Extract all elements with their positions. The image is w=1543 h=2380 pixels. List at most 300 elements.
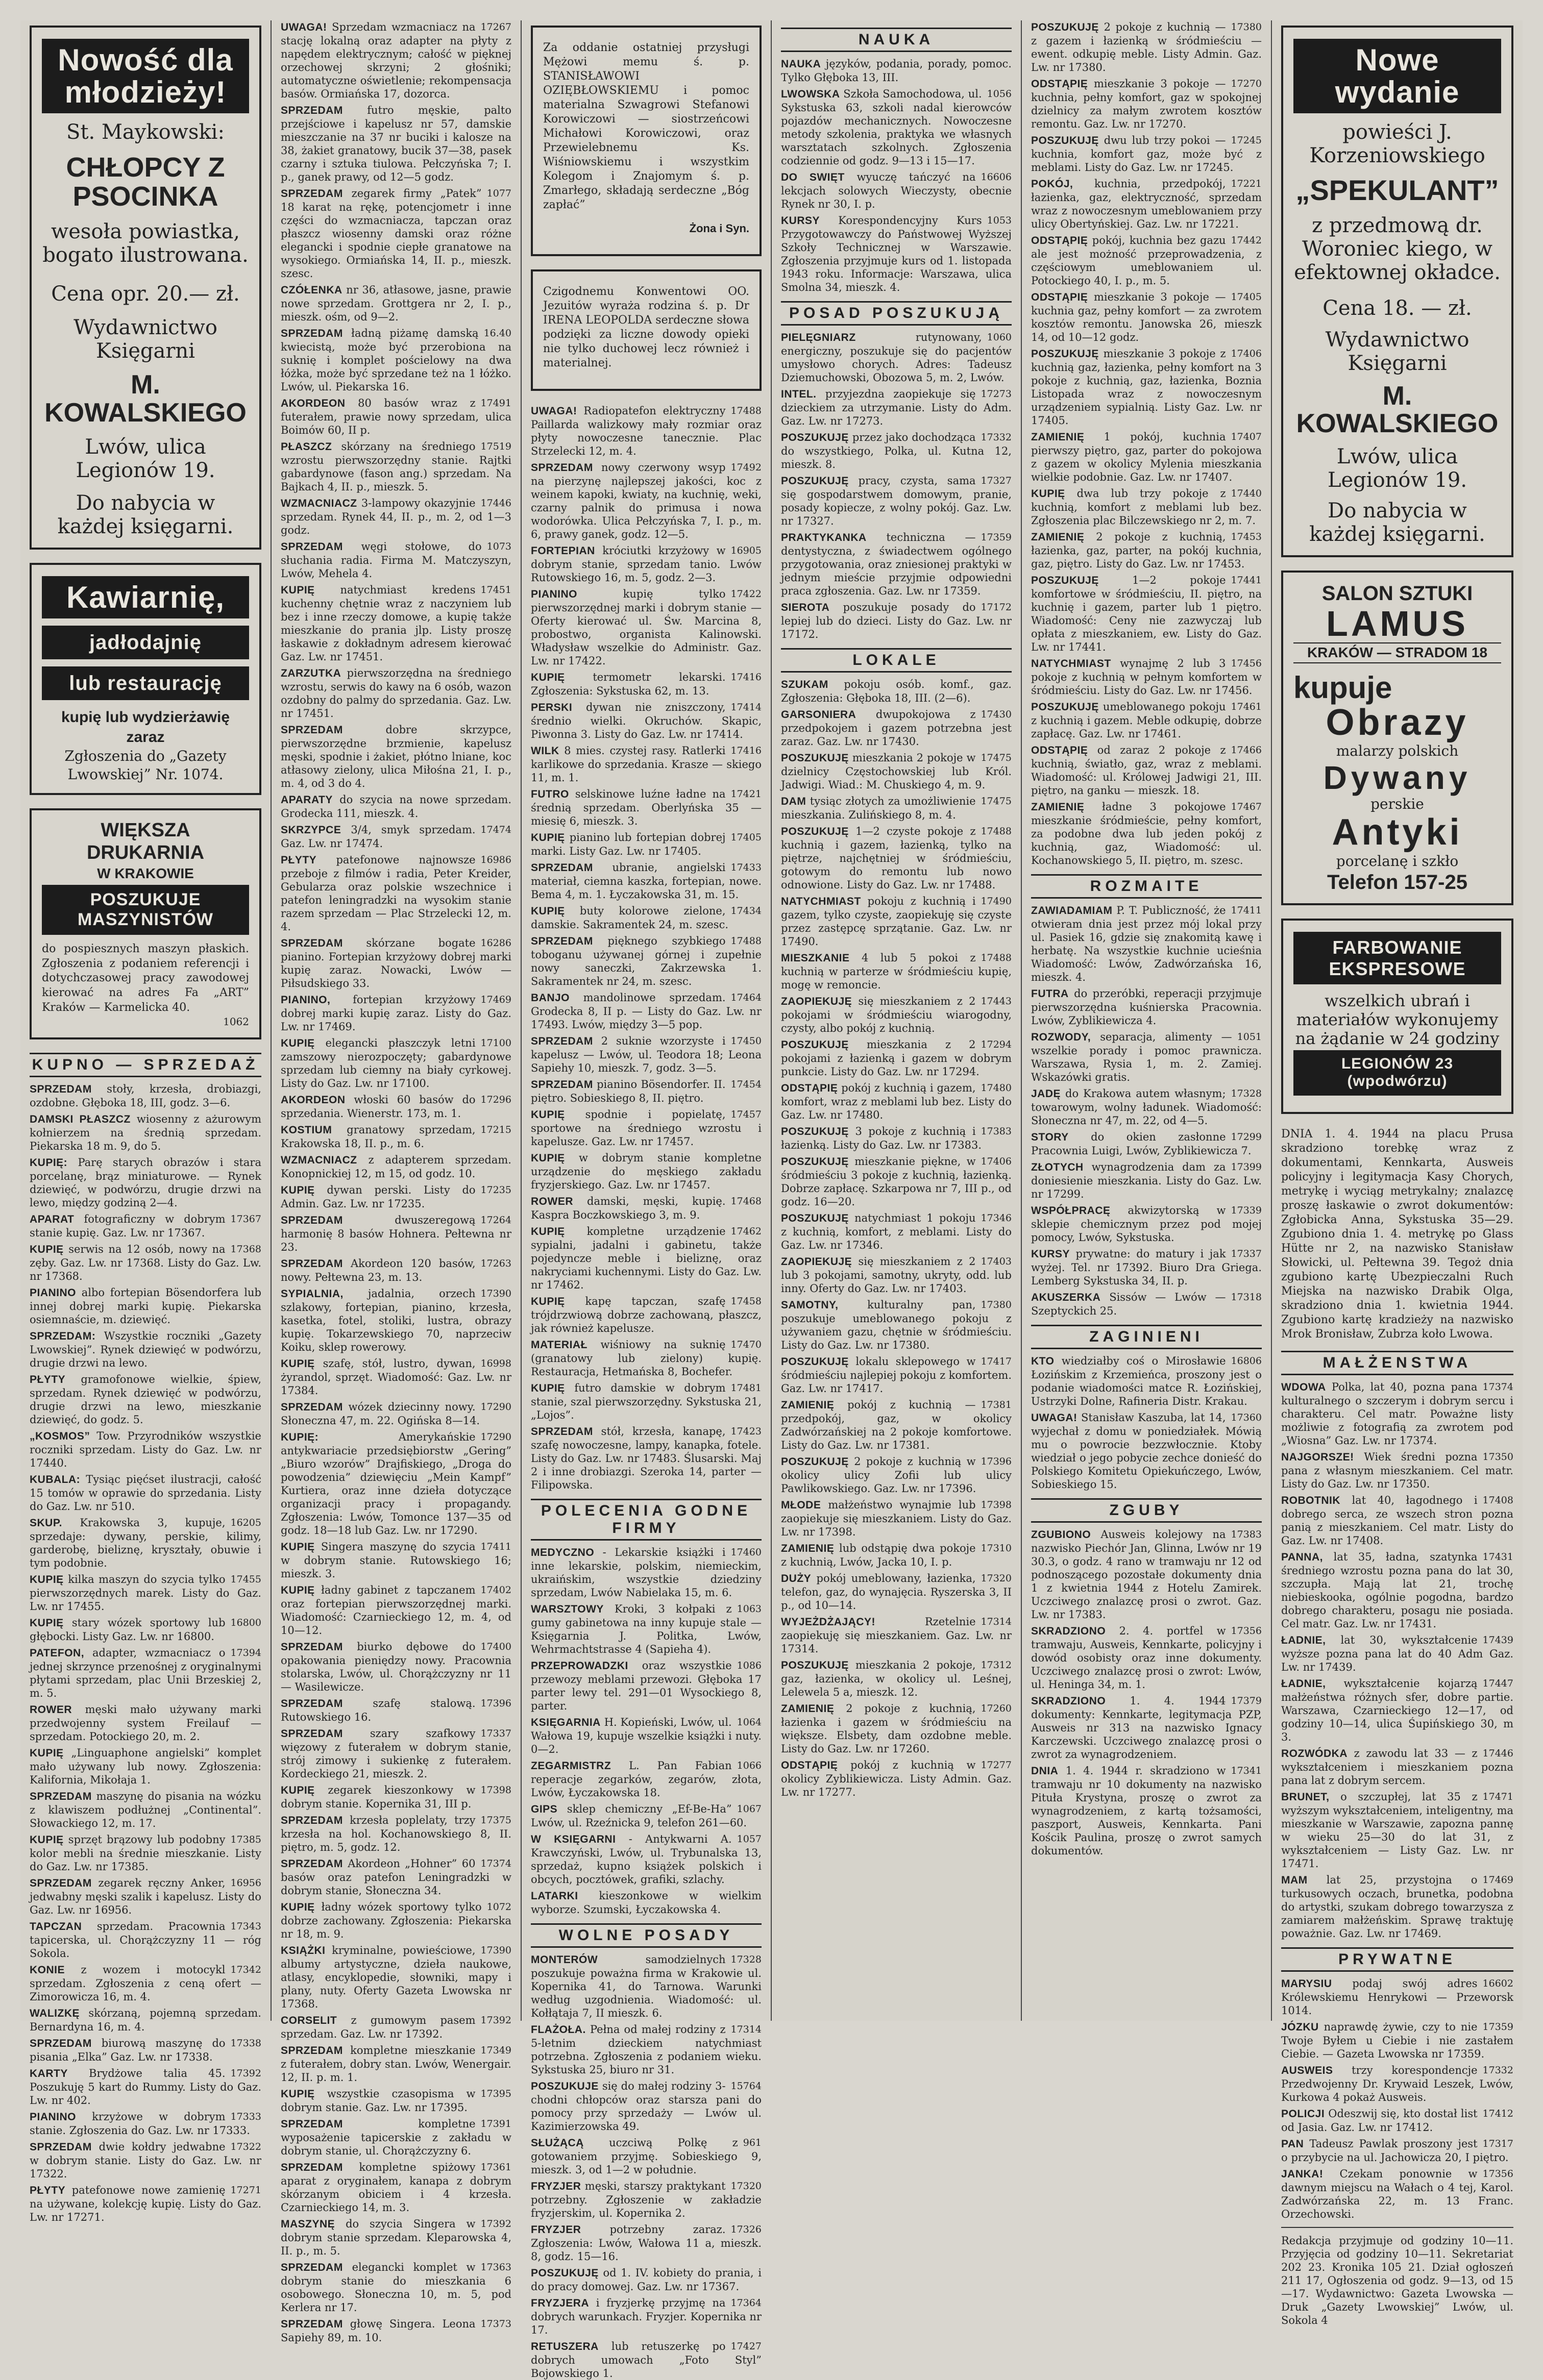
ad-number: 17460 (730, 1547, 762, 1558)
dyeing-title: FARBOWANIE EKSPRESOWE (1293, 932, 1501, 984)
ad-keyword: KUPIĘ: (30, 1157, 68, 1169)
ad-text: Sissów — Lwów — Szeptyckich 25. (1031, 1291, 1226, 1317)
classified-ad (30, 1746, 261, 1787)
ad-keyword: SPRZEDAM (30, 1791, 92, 1803)
section-kupno-sprzedaz: KUPNO — SPRZEDAŻ (30, 1053, 261, 1077)
classified-ad (30, 1329, 261, 1370)
ad-text: natychmiast 1 pokoju z kuchnią, komfort, z meblami. Listy do Gaz. Lw. nr 17346. (781, 1212, 1012, 1251)
ad-number: 17453 (1231, 531, 1262, 542)
classified-ad (531, 991, 762, 1031)
ad-keyword: SZUKAM (781, 679, 828, 690)
ad-text: 4 lub 5 pokoi z kuchnią w parterze w śródmieściu kupię, mogę w remoncie. (781, 952, 1012, 991)
ad-keyword: ROZWODY, (1031, 1031, 1091, 1043)
ad-keyword: KUPIĘ (531, 1226, 565, 1237)
lamus-phone: Telefon 157-25 (1327, 871, 1467, 894)
classified-ad (781, 678, 1012, 705)
classified-ad (30, 2140, 261, 2180)
thanks-text-2: Czigodnemu Konwentowi OO. Jezuitów wyraża rodzina ś. p. Dr IRENA LEOPOLDA serdeczne słowa podzięki za liczne dowody opieki nie tylko duchowej lecz również i materialnej. (543, 285, 749, 369)
ad-keyword: SPRZEDAM (281, 541, 343, 553)
ad-text: 1 pokój, kuchnia pierwszy piętro, gaz, parter do pokojowa z gazem w okolicy Mylenia mieszkania wielkie podobnie. Gaz. Lw. nr 17407. (1031, 431, 1262, 483)
classified-ad (281, 1153, 511, 1180)
ad-text: Sprzedam wzmacniacz na stację lokalną oraz adapter na płyty z napędem elektrycznym; całość w pięknej orzechowej skrzyni; 2 głośniki; automatyczne oświetlenie; rekompensacja basów. Ormiańska 17, dozorca. (281, 21, 511, 100)
thanks-signature-1: Żona i Syn. (689, 222, 749, 235)
ad-text: fortepian krzyżowy dobrej marki kupię zaraz. Listy do Gaz. Lw. nr 17469. (281, 994, 511, 1033)
classified-ad (281, 2217, 511, 2258)
ad-text: futro męskie, palto przejściowe i kapelusz nr 57, damskie mieszczanie na 37 nr buciki i kalosze na 38, żakiet granatowy, bucik 37—38, pasek czarny i sztuka tiulowa. Pełczyńska 7; I. p., ganek prawy, od 12—5 godz. (281, 104, 511, 183)
ad-number: 1064 (737, 1717, 762, 1728)
classified-ad (30, 1082, 261, 1109)
section-rozmaite: ROZMAITE (1031, 874, 1262, 899)
classified-ad (781, 951, 1012, 991)
classified-ad (781, 825, 1012, 891)
ad-text: Ausweis kolejowy na nazwisko Piechór Jan, Glinna, Lwów nr 19 30.3, o godz. 4 rano w tramwaju nr 12 od podnoszącego pozostałe dokumenty dnia 1 z kwietnia 1944 z Hotelu Zamirek. Uczciwego znalazcę prosi o zwrot. Gaz. Lw. nr 17383. (1031, 1528, 1262, 1621)
ad-number: 1086 (737, 1660, 762, 1671)
ad-keyword: SPRZEDAM (281, 1258, 343, 1270)
ad-number: 17356 (1231, 1625, 1262, 1637)
ad-keyword: ZŁOTYCH (1031, 1161, 1084, 1173)
ad-text: w dobrym stanie kompletne urządzenie do męskiego zakładu fryzjerskiego. Gaz. Lw. nr 17457. (531, 1152, 762, 1191)
ad-number: 17441 (1231, 575, 1262, 586)
ad-keyword: ROBOTNIK (1281, 1494, 1340, 1506)
cafe-line-5: Zgłoszenia do „Gazety Lwowskiej” Nr. 1074. (64, 747, 227, 783)
ad-number: 17468 (730, 1196, 762, 1207)
ad-keyword: KUPIĘ (531, 1296, 565, 1307)
ad-text: z wozem i motocykl sprzedam. Zgłoszenia z ceną ofert — Zimorowicza 16, m. 4. (30, 1964, 261, 2003)
ad-text: L. Pan Fabian reperacje zegarków, zegarów, złota, Lwów, Łyczakowska 18. (531, 1759, 762, 1799)
classified-ad (30, 1156, 261, 1209)
ad-keyword: CORSELIT (281, 2015, 337, 2026)
ad-text: do Krakowa autem własnym; towarowym, wolny ładunek. Wiadomość: Słoneczna nr 47, m. 22, od 4—5. (1031, 1087, 1262, 1127)
ad-text: prywatne: do matury i jak wyżej. Tel. nr 17392. Biuro Dra Griega. Lemberg Sykstuska 34, II. p. (1031, 1248, 1262, 1287)
lamus-antyki-sub: porcelanę i szkło (1336, 853, 1459, 870)
ad-keyword: ZAMIENIĘ (1031, 531, 1085, 543)
ad-text: termometr lekarski. Zgłoszenia: Sykstuska 62, m. 13. (531, 671, 726, 697)
ad-number: 17471 (1482, 1791, 1513, 1802)
ad-number: 17474 (480, 824, 511, 835)
ad-keyword: PRZEPROWADZKI (531, 1660, 628, 1672)
ad-text: natychmiast kredens kuchenny chętnie wraz z naczyniem lub bez i inne rzeczy domowe, a kupię także mieszkanie do prania jlp. Listy proszę łaskawie z dokładnym adresem kierować Gaz. Lw. nr 17451. (281, 584, 511, 663)
ad-number: 1053 (987, 215, 1012, 226)
ad-number: 17412 (1482, 2108, 1513, 2119)
ad-price: Cena 18. — zł. (1322, 296, 1472, 320)
dyeing-address: LEGIONÓW 23 (wpodwórzu) (1293, 1050, 1501, 1096)
ad-text: mieszkania z 2 pokojami z łazienką i gazem w dobrym punkcie. Listy do Gaz. Lw. nr 17294. (781, 1038, 1012, 1078)
classified-ad (781, 1038, 1012, 1078)
ad-text: potrzebny zaraz. Zgłoszenia: Lwów, Wałowa 11 a, mieszk. 8, godz. 15—16. (531, 2223, 762, 2263)
ad-number: 1067 (737, 1803, 762, 1815)
ad-number: 16956 (230, 1877, 261, 1889)
ad-address: Lwów, ulica Legionów 19. (76, 435, 215, 482)
classified-ad (781, 995, 1012, 1035)
lamus-ad (1281, 571, 1513, 905)
ad-text: wynajmę 2 lub 3 pokoje z kuchnią w pełnym komfortem w śródmieściu. Listy do Gaz. Lw. nr 17456. (1031, 657, 1262, 697)
ad-text: dwuszeregową harmonię 8 basów Hohnera. Pełtewna nr 23. (281, 1214, 511, 1253)
ad-keyword: POSZUKUJĘ (781, 1659, 849, 1671)
ad-number: 16998 (480, 1358, 511, 1369)
ad-text: buty kolorowe zielone, damskie. Sakramentek 24, m. szesc. (531, 905, 729, 931)
ad-text: dywan nie zniszczony, średnio wielki. Okruchów. Skapic, Piwonna 3. Listy do Gaz. Lw. nr 17414. (531, 701, 762, 740)
ad-number: 17403 (981, 1256, 1012, 1267)
ad-keyword: MATERIAŁ (531, 1339, 587, 1351)
ad-keyword: ZAOPIEKUJĘ (781, 1256, 852, 1268)
classified-ad (1031, 1694, 1262, 1761)
classified-ad (531, 2340, 762, 2380)
ad-text: kompletne wyposażenie tapicerskie z zakładu w dobrym stanie, ul. Chorążczyzny 6. (281, 2118, 511, 2157)
cafe-line-4: kupię lub wydzierżawię zaraz (61, 708, 230, 746)
ad-number: 17363 (480, 2262, 511, 2273)
classified-ad (1281, 2167, 1513, 2221)
classified-ad (531, 1034, 762, 1075)
ad-text: biurko dębowe do opakowania pieniędzy nowy. Pracownia stolarska, Lwów, ul. Chorążczyzny nr 11 — Wasilewicze. (281, 1641, 511, 1693)
ad-keyword: PIANINO (531, 588, 578, 600)
ad-text: 2 pokoje z kuchnią, łazienka, gaz, parter, na pokój kuchnia, gaz, piętro. Listy do Gaz. Lw. nr 17453. (1031, 531, 1262, 570)
classified-ad (1281, 1633, 1513, 1674)
classified-ad (781, 1658, 1012, 1699)
ad-number: 17356 (1482, 2168, 1513, 2179)
ad-number: 17405 (1231, 291, 1262, 303)
ad-keyword: DNIA (1031, 1765, 1059, 1777)
classified-ad (531, 461, 762, 541)
classified-ad (281, 1727, 511, 1780)
ad-keyword: PIELĘGNIARZ (781, 332, 856, 343)
ad-text: separacja, alimenty — wszelkie porady i pomoc prawnicza. Warszawa, Rysia 1, m. 2. Zamiej. Wskazówki gratis. (1031, 1031, 1262, 1083)
ad-text: kuchnia, przedpokój, łazienka, gaz, elektryczność, sprzedam wraz z nowoczesnym umeblowaniem przy ulicy Obertyńskiej. Gaz. Lw. nr 17221. (1031, 178, 1262, 230)
ad-text: przez jako dochodząca do wszystkiego, Polka, ul. Kutna 12, mieszk. 8. (781, 431, 1012, 470)
section-zguby: ZGUBY (1031, 1498, 1262, 1523)
ad-text: - Antykwarni A. Krawczyński, Lwów, ul. Trybunalska 13, sprzedaż, kupno książek polskich i obcych, pocztówek, grafiki, szlachy. (531, 1833, 762, 1886)
ad-keyword: FUTRO (531, 788, 569, 800)
ad-banner: Nowe wydanie (1293, 39, 1501, 113)
ad-text: P. T. Publiczność, że otwieram dnia jest przez mój lokal przy ul. Pasiek 16, gdzie się znakomitą kawę i herbatę. Na wszystkie kuchnie ucieśnia Wiadomość: Lwów, Zadwórzańska 16, mieszk. 4. (1031, 904, 1262, 983)
ad-number: 17271 (230, 2185, 261, 2196)
ad-text: męski mało używany marki przedwojenny system Freilauf — sprzedam. Potockiego 20, m. 2. (30, 1703, 261, 1743)
ad-text: ładną piżamę damską kwiecistą, może być przerobiona na suknię i komplet pościelowy na dwa łóżka, może być sprzedane też na 1 łóżko. Lwów, ul. Piekarska 16. (281, 327, 511, 393)
classified-ad (281, 723, 511, 790)
ad-number: 17488 (730, 405, 762, 416)
classified-ad (1031, 1130, 1262, 1157)
classified-ad (781, 57, 1012, 84)
ad-text: adapter, wzmacniacz o jednej skrzynce przenośnej z oryginalnymi płytami sprzedam, plac Unii Brzeskiej 2, m. 5. (30, 1647, 261, 1700)
printing-line-4: do pospiesznych maszyn płaskich. Zgłoszenia z podaniem referencji i dotychczasowej pracy zawodowej kierować na adres Fa „ART” Kraków — Karmelicka 40. (42, 943, 249, 1014)
classified-ad (531, 1759, 762, 1799)
ad-text: naprawdę żywie, czy to nie Twoje Byłem u Ciebie i nie zastałem Ciebie. — Gazeta Lwowska nr 17359. (1281, 2020, 1513, 2060)
ad-number: 17264 (480, 1214, 511, 1226)
ad-keyword: SPRZEDAM: (30, 1330, 96, 1343)
classified-ad (531, 587, 762, 667)
ad-text: z zawodu lat 33 — z wykształceniem i mieszkaniem pozna pana lat z dobrym sercem. (1281, 1747, 1513, 1787)
ad-number: 17343 (230, 1921, 261, 1932)
ad-keyword: SPRZEDAM (30, 2141, 92, 2153)
ad-text: kilka maszyn do szycia tylko pierwszorzędnych marek. Listy do Gaz. Lw. nr 17455. (30, 1573, 261, 1613)
classified-ad (281, 2161, 511, 2214)
ad-keyword: KUPIĘ (281, 1584, 315, 1596)
classified-ad (531, 1108, 762, 1148)
ad-text: mieszkanie piękne, w śródmieściu 3 pokoje z kuchnią, łazienką. Dobrze zapłacę. Szkarpowa nr 7, III p., od godz. 16—20. (781, 1155, 1012, 1208)
classified-ad (531, 1425, 762, 1492)
classified-ad (30, 1703, 261, 1743)
classified-ad (1281, 1380, 1513, 1447)
ad-keyword: POKÓJ, (1031, 178, 1073, 190)
classified-ad (1031, 904, 1262, 984)
ad-text: mieszkanie 3 pokoje z kuchnią gaz, łazienka, pełny komfort na 3 pokoje z kuchnią, gaz, łazienka, Boznia Listopada wraz z nowoczesnym urządzeniem sypialnią. Listy Gaz. Lw. nr 17405. (1031, 348, 1262, 427)
ad-number: 17394 (230, 1647, 261, 1659)
classified-ad (781, 1498, 1012, 1539)
ad-keyword: POSZUKUJĘ (531, 2267, 599, 2279)
ad-number: 17322 (230, 2141, 261, 2153)
classified-ad (1281, 2137, 1513, 2164)
ad-text: Singera maszynę do szycia w dobrym stanie. Rutowskiego 16; mieszk. 3. (281, 1541, 511, 1580)
classified-ad (1031, 347, 1262, 427)
ad-text: 2 suknie wzorzyste i kapelusz — Lwów, ul. Teodora 18; Leona Sapiehy 10, mieszk. 7, godz. 3—5. (531, 1035, 762, 1074)
ad-text: Szkoła Samochodowa, ul. Sykstuska 63, szkoli nadal kierowców pojazdów mechanicznych. Nowoczesne metody szkolenia, praktyka we własnych warsztatach szkolnych. Zgłoszenia codziennie od godz. 9—13 i 15—17. (781, 88, 1012, 167)
ad-text: damski, męski, kupię. Kaspra Boczkowskiego 3, m. 9. (531, 1195, 726, 1221)
ad-text: 2 pokoje z kuchnią — z gazem i łazienką w śródmieściu — ewent. odkupię meble. Listy Admin. Gaz. Lw. nr 17380. (1031, 21, 1262, 73)
ad-text: szary szafkowy więzowy z futerałem w dobrym stanie, strój zimowy i sukienkę z futerałem. Kordeckiego 21, mieszk. 2. (281, 1727, 511, 1780)
ad-keyword: ODSTĄPIĘ (781, 1759, 838, 1771)
classified-ad (781, 601, 1012, 641)
classified-ad (281, 1900, 511, 1941)
classified-ad (281, 1640, 511, 1694)
ad-number: 15764 (730, 2080, 762, 2092)
ad-text: i fryzjerkę przyjmę na dobrych warunkach. Fryzjer. Kopernika nr 17. (531, 2297, 762, 2336)
ad-text: samodzielnych poszukuje poważna firma w Krakowie ul. Kopernika 41, do Tarnowa. Warunki według uzgodnienia. Wiadomość: ul. Kołłątaja 7, II mieszk. 6. (531, 1953, 762, 2019)
ad-number: 17375 (480, 1815, 511, 1826)
ad-text: 1—2 czyste pokoje z kuchnią i gazem, łazienką, tylko na piętrze, najchętniej w śródmieściu, gotowym do remontu lub nowo odnowione. Listy do Gaz. Lw. nr 17488. (781, 825, 1012, 891)
ad-number: 17381 (981, 1399, 1012, 1410)
ad-number: 17469 (1482, 1874, 1513, 1886)
ad-keyword: KUPIĘ (30, 1574, 64, 1586)
ad-keyword: PIANINO, (281, 994, 331, 1006)
ad-keyword: MEDYCZNO (531, 1547, 595, 1558)
classified-ad (781, 1155, 1012, 1208)
ad-keyword: PERSKI (531, 702, 573, 713)
classified-ad (781, 751, 1012, 791)
ad-text: elegancki komplet w dobrym stanie do mieszkania 6 osobowego. Słoneczna 10, m. 5, pod Kerlera nr 17. (281, 2261, 511, 2314)
ad-keyword: SIEROTA (781, 602, 830, 613)
ad-keyword: POSZUKUJĘ (781, 1356, 849, 1368)
classified-ad (531, 1381, 762, 1422)
classified-ad (781, 474, 1012, 528)
ad-text: pokój z kuchnią i gazem, komfort, wraz z meblami lub bez. Listy do Gaz. Lw. nr 17480. (781, 1082, 1012, 1121)
ad-number: 17447 (1482, 1677, 1513, 1689)
classified-ad (1031, 1160, 1262, 1201)
ad-keyword: PŁYTY (30, 1374, 66, 1386)
ad-number: 17464 (730, 992, 762, 1003)
classified-ad (1031, 290, 1262, 344)
ad-keyword: JANKA! (1281, 2168, 1324, 2180)
classified-ad (1281, 1450, 1513, 1491)
ad-text: się mieszkaniem z 2 pokojami w śródmieściu wiarogodny, czysty, albo pokój z kuchnią. (781, 995, 1012, 1034)
ad-number: 17392 (230, 2068, 261, 2079)
ad-author: St. Maykowski: (66, 120, 225, 144)
ad-text: ładny gabinet z tapczanem oraz fortepian pierwszorzędnej marki. Wiadomość: Czarnieckiego 12, m. 4, od 10—12. (281, 1584, 511, 1637)
ad-text: sklep chemiczny „Ef-Be-Ha” Lwów, ul. Rzeźnicka 9, telefon 261—60. (531, 1803, 747, 1829)
ad-keyword: WSPÓŁPRACĘ (1031, 1205, 1111, 1217)
ad-text: H. Kopieński, Lwów, ul. Wałowa 19, kupuje wszelkie książki i nuty. 0—2. (531, 1716, 762, 1755)
ad-text: lat 25, przystojna o turkusowych oczach, brunetka, podobna do artystki, szukam dobrego towarzysza z zamiarem małżeńskim. Sprawę traktuję poważnie. Gaz. Lw. nr 17469. (1281, 1873, 1513, 1940)
ad-keyword: PRAKTYKANKA (781, 532, 867, 543)
classified-ad (30, 1243, 261, 1283)
dyeing-body: wszelkich ubrań i materiałów wykonujemy na żądanie w 24 godziny (1295, 991, 1500, 1048)
ad-keyword: KUPIĘ (281, 1037, 315, 1049)
ad-keyword: ZGUBIONO (1031, 1529, 1091, 1541)
ad-text: jadalnia, orzech szlakowy, fortepian, pianino, krzesła, kasetka, fotel, stoliki, lustra, obrazy kupię. Tokarzewskiego 70, naprzeciw Koiku, sklep rowerowy. (281, 1287, 511, 1353)
classified-ad (781, 531, 1012, 598)
ad-text: wynagrodzenia dam za doniesienie mieszkania. Listy do Gaz. Lw. nr 17299. (1031, 1161, 1262, 1200)
ad-text: poszukuje posady do lepiej lub do dzieci. Listy do Gaz. Lw. nr 17172. (781, 601, 1012, 640)
ad-keyword: ROWER (531, 1196, 573, 1207)
classified-ad (281, 1400, 511, 1427)
classified-ad (1031, 530, 1262, 571)
ad-text: pianino lub fortepian dobrej marki. Listy Gaz. Lw. nr 17405. (531, 831, 726, 857)
ad-number: 17492 (730, 462, 762, 473)
ad-keyword: SPRZEDAM (531, 935, 593, 947)
bookstore-ad-spekulant (1281, 26, 1513, 557)
ad-keyword: SPRZEDAM (281, 2045, 343, 2056)
classified-ad (281, 497, 511, 537)
ad-text: pierwszorzędna na średniego wzrostu, serwis do kawy na 6 osób, wazon ozdobny do palmy do sprzedania. Gaz. Lw. nr 17451. (281, 667, 511, 720)
ad-keyword: ZAWIADAMIAM (1031, 905, 1113, 916)
ad-number: 17374 (1482, 1381, 1513, 1393)
classified-ad (781, 87, 1012, 167)
ad-text: techniczna — dentystyczna, z świadectwem ogólnego przygotowania, oraz zniesionej praktyki w jednym mieście przyjmie odpowiedni praca zgłoszenia. Gaz. Lw. nr 17359. (781, 531, 1012, 597)
ad-text: elegancki płaszczyk letni zamszowy nierozpoczęty; gabardynowe sprzedam lub ciemny na biały cyrkowej. Listy do Gaz. Lw. nr 17100. (281, 1037, 511, 1089)
ad-text: 2 pokoje z kuchnią, łazienka i gazem w śródmieściu na większe. Elsbety, dam ozdobne meble. Listy do Gaz. Lw. nr 17260. (781, 1702, 1012, 1755)
classified-ad (781, 1355, 1012, 1395)
ad-number: 17341 (1231, 1765, 1262, 1776)
ad-text: Odeszwij się, kto dostał list od Jasia. Gaz. Lw. nr 17412. (1281, 2107, 1478, 2134)
nauka-list (781, 57, 1012, 294)
classified-ad (531, 1295, 762, 1335)
ad-keyword: SPRZEDAM (281, 1858, 343, 1870)
ad-text: zegarek kieszonkowy w dobrym stanie. Kopernika 31, III p. (281, 1784, 476, 1810)
ad-keyword: JÓZKU (1281, 2021, 1319, 2033)
ad-text: kulturalny pan, poszukuje umeblowanego pokoju z używaniem gazu, chętnie w śródmieściu. Listy do Gaz. Lw. nr 17380. (781, 1299, 1012, 1351)
ad-text: Wiek średni pozna pana z własnym mieszkaniem. Cel matr. Listy do Gaz. Lw. nr 17350. (1281, 1450, 1513, 1490)
ad-text: podaj swój adres Królewskiemu Henrykowi — Przeworsk 1014. (1281, 1977, 1513, 2017)
classified-ad (531, 1338, 762, 1378)
ad-text: krzyżowe w dobrym stanie. Zgłoszenia do Gaz. Lw. nr 17333. (30, 2111, 250, 2137)
classified-ad (1031, 430, 1262, 484)
ad-text: pięknego szybkiego toboganu używanej górnej i zupełnie nowy saneczki, Zakrzewska 1. Sakramentek nr 24, m. szesc. (531, 935, 762, 987)
ad-keyword: SPRZEDAM (531, 1426, 593, 1437)
ad-text: Radiopatefon elektryczny Paillarda walizkowy mały rozmiar oraz płyty nowoczesne tanecznie. Plac Strzelecki 12, m. 4. (531, 405, 762, 457)
ad-text: 3-lampowy okazyjnie sprzedam. Rynek 44, II. p., m. 2, od 1—3 godz. (281, 497, 511, 536)
section-wolne-posady: WOLNE POSADY (531, 1923, 762, 1948)
ad-keyword: SPRZEDAM (281, 1641, 343, 1653)
classified-ad (281, 1697, 511, 1724)
printing-number: 1062 (223, 1015, 249, 1028)
ad-keyword: CZÓŁENKA (281, 284, 342, 296)
ad-keyword: MIESZKANIE (781, 952, 850, 964)
ad-text: skórzane bogate pianino. Fortepian krzyżowy dobrej marki kupię zaraz. Nowacki, Lwów — Piłsudskiego 33. (281, 937, 511, 989)
ad-number: 17423 (730, 1426, 762, 1437)
ad-number: 17277 (981, 1759, 1012, 1771)
ad-number: 17475 (981, 796, 1012, 807)
ad-keyword: KUPIĘ (281, 2088, 315, 2100)
ad-text: Akordeon 120 basów, nowy. Pełtewna 23, m. 13. (281, 1257, 476, 1283)
ad-keyword: SPRZEDAM (531, 1035, 593, 1047)
ad-text: trzy korespondencje Przedwojenny Dr. Krywaid Leszek, Lwów, Kurkowa 4 pokaż Ausweis. (1281, 2064, 1513, 2103)
ad-keyword: RETUSZERA (531, 2341, 599, 2352)
ad-keyword: W KSIĘGARNI (531, 1833, 616, 1845)
ad-keyword: SPRZEDAM (531, 862, 593, 874)
ad-number: 17440 (1231, 488, 1262, 499)
ad-keyword: SKUP. (30, 1517, 62, 1529)
ad-number: 17434 (730, 905, 762, 916)
ad-number: 1077 (486, 188, 511, 199)
ad-keyword: SAMOTNY, (781, 1299, 839, 1311)
ad-text: mieszkanie 3 pokoje — kuchnia, pełny komfort, gaz w spokojnej dzielnicy za małym zwrotem kosztów remontu. Gaz. Lw. nr 17270. (1031, 78, 1262, 130)
ad-keyword: SPRZEDAM (30, 2038, 92, 2050)
ad-text: Pełna od małej rodziny z 5-letnim dzieckiem natychmiast potrzebna. Zgłoszenia z podaniem wieku. Sykstuska 25, biuro nr 31. (531, 2023, 762, 2076)
classified-ad (281, 2087, 511, 2114)
ads-list-col5 (1031, 20, 1262, 867)
ad-text: pokój, kuchnia bez gazu ale jest możność przeprowadzenia, z częściowym umeblowaniem ul. Potockiego 40, I. p., m. 5. (1031, 234, 1262, 287)
ad-keyword: KUPIĘ (531, 1109, 565, 1121)
classified-ad (1031, 987, 1262, 1027)
ad-keyword: SPRZEDAM (30, 1877, 92, 1890)
classified-ad (30, 1920, 261, 1960)
ad-text: rutynowany, energiczny, poszukuje się do pacjentów umysłowo chorych. Adres: Tadeusz Dziemuchowski, Obozowa 5, m. 2, Lwów. (781, 331, 1012, 384)
ad-text: męski, starszy praktykant potrzebny. Zgłoszenie w zakładzie fryzjerskim, ul. Kopernika 2. (531, 2180, 762, 2219)
ad-text: futro damskie w dobrym stanie, szal pierwszorzędny. Sykstuska 21, „Lojos”. (531, 1382, 762, 1421)
classified-ad (30, 2184, 261, 2224)
column-4 (771, 20, 1021, 2021)
classified-ad (781, 895, 1012, 948)
ad-number: 17402 (480, 1584, 511, 1596)
ad-text: do przeróbki, reperacji przyjmuje pierwszorzędna kuśnierska Pracownia. Lwów, Zyblikiewicza 4. (1031, 987, 1262, 1027)
ad-number: 17455 (230, 1574, 261, 1585)
classified-ad (281, 1093, 511, 1120)
classified-ad (531, 404, 762, 458)
ad-keyword: ODSTĄPIĘ (1031, 745, 1088, 756)
ad-keyword: SYPIALNIA, (281, 1288, 344, 1300)
ad-keyword: ZARZUTKA (281, 667, 341, 679)
ad-number: 17267 (480, 21, 511, 33)
classified-ad (1031, 1411, 1262, 1491)
classified-ad (1281, 1790, 1513, 1870)
ad-text: 2. 4. portfel w tramwaju, Ausweis, Kennkarte, policyjny i dowód osobisty oraz inne dokumenty. Uczciwego znalazcę prosi o zwrot: Lwów, ul. Heninga 34, m. 1. (1031, 1625, 1262, 1691)
classified-ad (281, 540, 511, 580)
ad-keyword: ODSTĄPIĘ (1031, 78, 1088, 90)
ad-text: Kroki, 3 kołpaki z gumy gabinetowa na inny kupuje stale — Księgarnia J. Politka, Lwów, Wehrmachtstrasse 4 (Sapieha 4). (531, 1603, 762, 1655)
ad-text: lub odstąpię dwa pokoje z kuchnią, Lwów, Jacka 10, I. p. (781, 1542, 976, 1568)
ad-keyword: SPRZEDAM (531, 1079, 593, 1090)
classified-ad (1031, 1030, 1262, 1084)
ad-text: Stanisław Kaszuba, lat 14, wyjechał z domu w poniedziałek. Mówią mu o powrocie bezzwłocznie. Ktoby wiedział o jego pobycie zechce donieść do Polskiego Komitetu Opiekuńczego, Lwów, Sobieskiego 15. (1031, 1411, 1262, 1491)
ad-keyword: TAPCZAN (30, 1921, 82, 1933)
ad-keyword: KUPIĘ (281, 1358, 315, 1370)
ad-keyword: FRYZJERA (531, 2297, 590, 2309)
ad-keyword: ZAMIENIĘ (1031, 431, 1085, 443)
ad-number: 17392 (480, 2015, 511, 2026)
ad-keyword: ŁADNIE, (1281, 1634, 1326, 1646)
ad-keyword: KARTY (30, 2068, 68, 2080)
ad-number: 17312 (981, 1659, 1012, 1671)
ad-number: 17245 (1231, 135, 1262, 146)
classified-ad (30, 1373, 261, 1426)
ad-text: gramofonowe wielkie, śpiew, sprzedam. Rynek dziewięć w podwórzu, drugie drzwi na lewo, mieszkanie dziewięć, do godz. 5. (30, 1373, 261, 1426)
ad-number: 17359 (1482, 2021, 1513, 2032)
ad-number: 1051 (1237, 1031, 1262, 1043)
ad-number: 17374 (480, 1858, 511, 1869)
ad-keyword: KUPIĘ (531, 672, 565, 683)
ad-number: 17433 (730, 862, 762, 873)
ad-price: Cena opr. 20.— zł. (51, 282, 240, 306)
cafe-wanted-ad (30, 563, 261, 796)
classified-ad (281, 2261, 511, 2314)
